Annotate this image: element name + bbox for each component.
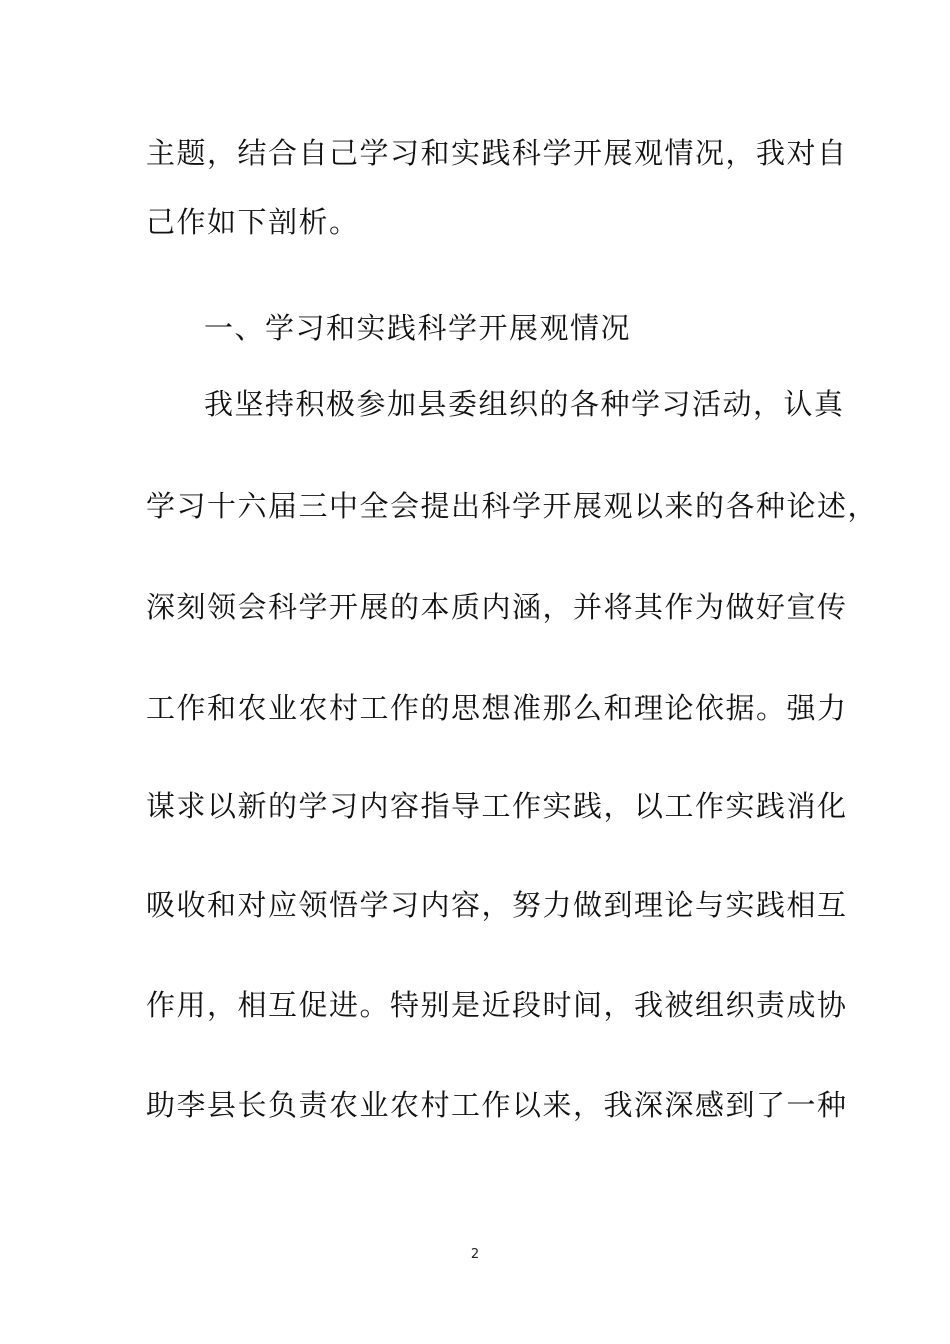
text-line: 谋求以新的学习内容指导工作实践，以工作实践消化 [146, 789, 848, 823]
text-line: 己作如下剖析。 [146, 205, 360, 239]
text-line: 吸收和对应领悟学习内容，努力做到理论与实践相互 [146, 888, 848, 922]
text-line: 学习十六届三中全会提出科学开展观以来的各种论述， [146, 489, 879, 523]
text-line: 作用，相互促进。特别是近段时间，我被组织责成协 [146, 988, 848, 1022]
text-line: 助李县长负责农业农村工作以来，我深深感到了一种 [146, 1088, 848, 1122]
text-line: 主题，结合自己学习和实践科学开展观情况，我对自 [146, 136, 848, 170]
section-heading: 一、学习和实践科学开展观情况 [204, 311, 632, 345]
page-number: 2 [470, 1247, 480, 1262]
paragraph-first-line: 我坚持积极参加县委组织的各种学习活动，认真 [204, 387, 845, 421]
text-line: 工作和农业农村工作的思想准那么和理论依据。强力 [146, 691, 848, 725]
text-line: 深刻领会科学开展的本质内涵，并将其作为做好宣传 [146, 590, 848, 624]
